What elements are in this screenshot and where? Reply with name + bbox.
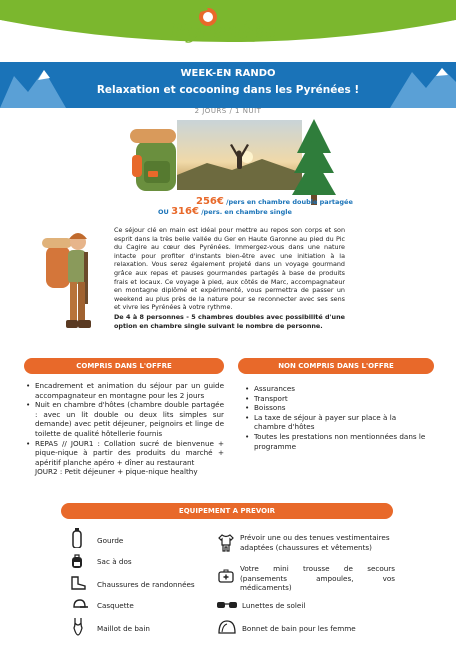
- equipment-item: Lunettes de soleil: [242, 601, 306, 610]
- cap-icon: [72, 599, 88, 611]
- page-title: WEEK-EN RANDO: [180, 68, 276, 79]
- list-item: • Nuit en chambre d'hôtes (chambre double partagée : avec un lit double ou deux lits simples sur demande) avec petit déjeuner, peignoirs et linge de toilette de qualité hôtellerie fournis: [26, 400, 224, 438]
- header: [0, 0, 456, 62]
- price-single: OU 316€ /pers. en chambre single: [158, 206, 292, 217]
- equipment-item: Bonnet de bain pour les femme: [242, 624, 356, 633]
- list-item: • Assurances: [245, 384, 430, 394]
- list-item: • Toutes les prestations non mentionnées dans le programme: [245, 432, 430, 451]
- bottle-icon: [72, 528, 82, 548]
- equipment-item: Prévoir une ou des tenues vestimentaires adaptées (chaussures et vêtements): [240, 533, 390, 552]
- not-included-list: [245, 384, 430, 451]
- equipment-item: Maillot de bain: [97, 624, 150, 633]
- equipment-item: Casquette: [97, 601, 134, 610]
- swimsuit-icon: [73, 618, 83, 636]
- first-aid-icon: [218, 569, 234, 583]
- backpack-illustration: [130, 129, 176, 191]
- swim-cap-icon: [218, 620, 236, 636]
- equipment-item: Gourde: [97, 536, 124, 545]
- included-list: [26, 381, 224, 477]
- backpack-icon: [70, 554, 84, 568]
- equipment-heading: EQUIPEMENT A PREVOIR: [61, 503, 393, 519]
- equipment-item: Chaussures de randonnées: [97, 580, 195, 589]
- intro-text: Ce séjour clé en main est idéal pour mettre au repos son corps et son esprit dans la très belle vallée du Ger en Haute Garonne au pied du Pic du Cagire au cœur des Pyrénées. Immergez-vous dans une nature intacte pour profiter d'instants bien-être avec une initiation à la relaxation. Vous serez également projeté dans un voyage gourmand grâce aux repas et pauses gourmandes partagés à base de produits frais et locaux. Ce voyage à pied, aux côtés de Marc, accompagnateur en montagne diplômé et expérimenté, vous permettra de passer un weekend au plus près de la nature pour se reconnecter avec ses sens et vivre les Pyrénées à votre rythme.: [114, 226, 345, 312]
- not-included-heading: NON COMPRIS DANS L'OFFRE: [238, 358, 434, 374]
- list-item: • Boissons: [245, 403, 430, 413]
- clothes-icon: [218, 534, 234, 552]
- title-banner: [0, 62, 456, 108]
- included-heading: COMPRIS DANS L'OFFRE: [24, 358, 224, 374]
- group-size-note: De 4 à 8 personnes - 5 chambres doubles avec possibilité d'une option en chambre single suivant le nombre de personne.: [114, 312, 345, 330]
- list-item: • La taxe de séjour à payer sur place à la chambre d'hôtes: [245, 413, 430, 432]
- sunglasses-icon: [216, 601, 238, 609]
- intro-description: [114, 226, 345, 330]
- list-item: • REPAS // JOUR1 : Collation sucré de bienvenue + pique-nique à partir des produits du marché + apéritif planche apéro + dîner au restaurant JOUR2 : Petit déjeuner + pique-nique healthy: [26, 439, 224, 477]
- list-item: • Encadrement et animation du séjour par un guide accompagnateur en montagne pour les 2 jours: [26, 381, 224, 400]
- equipment-item: Sac à dos: [97, 557, 132, 566]
- page-subtitle: Relaxation et cocooning dans les Pyrénées !: [96, 84, 360, 96]
- list-item: • Transport: [245, 394, 430, 404]
- stay-duration: 2 JOURS / 1 NUIT: [194, 107, 262, 115]
- price-double: 256€ /pers en chambre double partagée: [196, 196, 353, 207]
- logo: Pyrénées: [170, 18, 277, 43]
- boots-icon: [71, 576, 87, 590]
- equipment-item: Votre mini trousse de secours (pansements ampoules, vos médicaments): [240, 564, 395, 592]
- hiker-illustration: [40, 226, 102, 338]
